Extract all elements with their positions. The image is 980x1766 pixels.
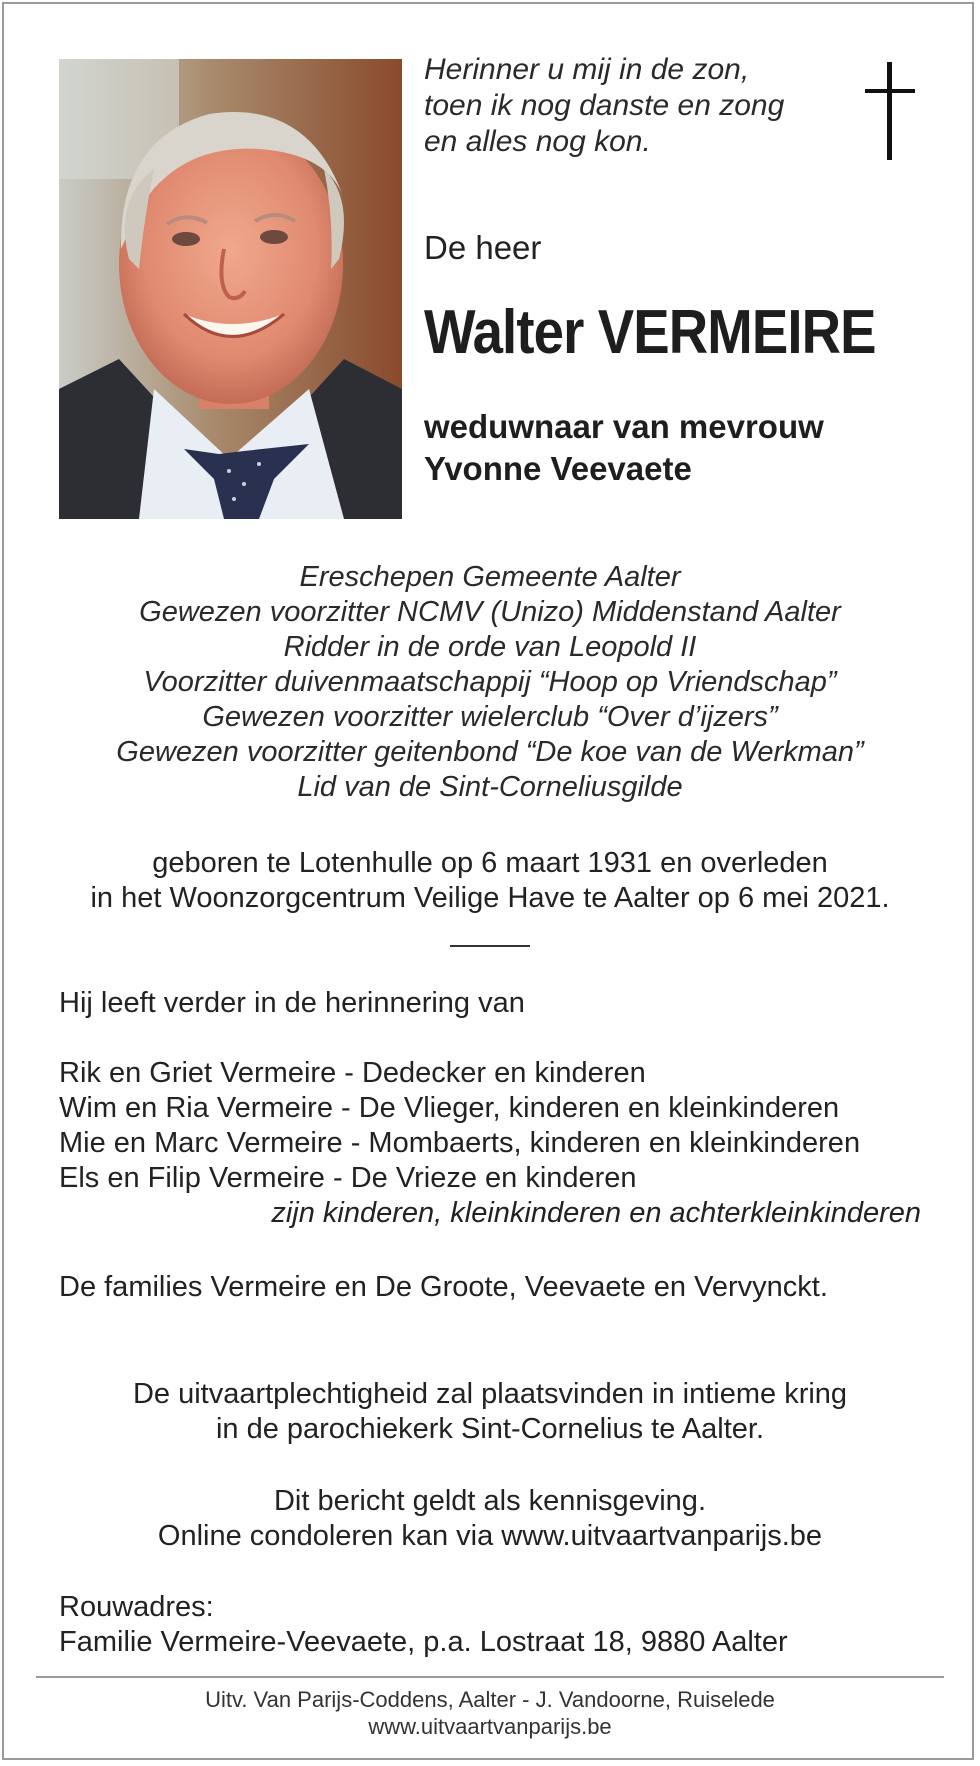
widow-of [424, 406, 824, 490]
honors-list [0, 560, 980, 805]
honorific-title: De heer [424, 229, 542, 266]
footer-rule [36, 1676, 944, 1678]
honor-item: Voorzitter duivenmaatschappij “Hoop op Vriendschap” [143, 666, 837, 698]
honor-item: Gewezen voorzitter wielerclub “Over d’ijzers” [202, 701, 778, 733]
child-family: Wim en Ria Vermeire - De Vlieger, kinderen en kleinkinderen [59, 1092, 840, 1124]
notice-line: Dit bericht geldt als kennisgeving. [273, 1485, 706, 1517]
notice-info [0, 1484, 980, 1554]
notice-line: Online condoleren kan via www.uitvaartvanparijs.be [157, 1520, 823, 1552]
children-list [59, 1056, 921, 1231]
remembered-intro: Hij leeft verder in de herinnering van [59, 987, 525, 1019]
separator-line [450, 945, 530, 947]
poem-line: toen ik nog danste en zong [424, 89, 785, 122]
portrait-photo [59, 59, 402, 519]
dates-line: in het Woonzorgcentrum Veilige Have te Aalter op 6 mei 2021. [90, 882, 890, 914]
widow-line: Yvonne Veevaete [424, 450, 692, 487]
cross-icon [860, 62, 920, 160]
child-family: Mie en Marc Vermeire - Mombaerts, kinderen en kleinkinderen [59, 1127, 861, 1159]
footer [0, 1686, 980, 1740]
address-label: Rouwadres: [59, 1591, 214, 1623]
dates-line: geboren te Lotenhulle op 6 maart 1931 en overleden [152, 847, 828, 879]
honor-item: Gewezen voorzitter geitenbond “De koe van de Werkman” [116, 736, 864, 768]
funeral-home: Uitv. Van Parijs-Coddens, Aalter - J. Vandoorne, Ruiselede [205, 1687, 775, 1712]
honor-item: Gewezen voorzitter NCMV (Unizo) Middenstand Aalter [139, 596, 841, 628]
child-family: Rik en Griet Vermeire - Dedecker en kinderen [59, 1057, 646, 1089]
ceremony-line: De uitvaartplechtigheid zal plaatsvinden in intieme kring [132, 1378, 848, 1410]
deceased-name: Walter VERMEIRE [424, 298, 876, 367]
ceremony-info [0, 1377, 980, 1447]
footer-website: www.uitvaartvanparijs.be [368, 1714, 612, 1739]
poem-line: Herinner u mij in de zon, [424, 53, 750, 86]
honor-item: Ereschepen Gemeente Aalter [299, 561, 681, 593]
children-role: zijn kinderen, kleinkinderen en achterkleinkinderen [271, 1197, 921, 1229]
memorial-poem [424, 52, 784, 160]
child-family: Els en Filip Vermeire - De Vrieze en kinderen [59, 1162, 637, 1194]
poem-line: en alles nog kon. [424, 125, 651, 158]
widow-line: weduwnaar van mevrouw [424, 408, 824, 445]
families-line: De families Vermeire en De Groote, Veevaete en Vervynckt. [59, 1271, 828, 1303]
address-value: Familie Vermeire-Veevaete, p.a. Lostraat 18, 9880 Aalter [59, 1626, 788, 1658]
honor-item: Ridder in de orde van Leopold II [283, 631, 697, 663]
honor-item: Lid van de Sint-Corneliusgilde [297, 771, 683, 803]
ceremony-line: in de parochiekerk Sint-Cornelius te Aalter. [215, 1413, 765, 1445]
birth-death-dates [0, 846, 980, 916]
